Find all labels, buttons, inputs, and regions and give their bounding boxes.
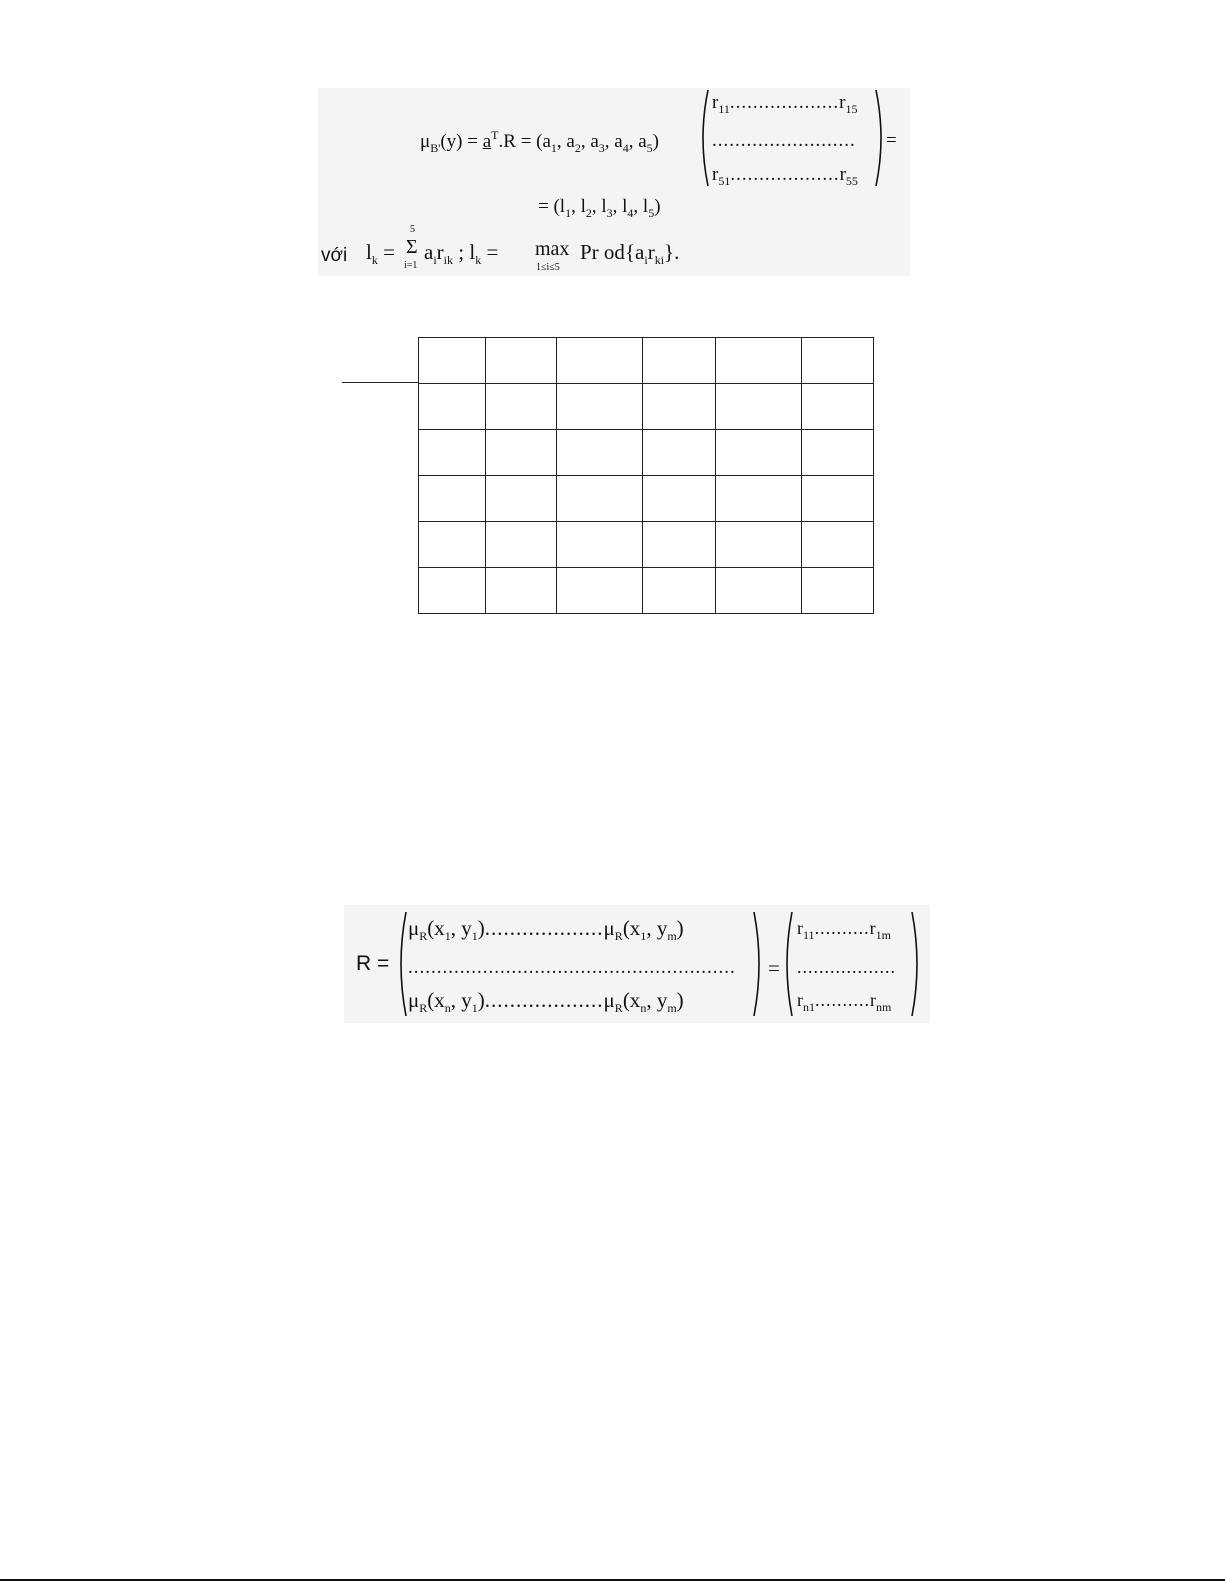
- a-sub-3: 3: [598, 141, 605, 155]
- l-sub-5: 5: [648, 206, 655, 220]
- prod-label: Pr od: [580, 240, 625, 264]
- a-sub-2: 2: [574, 141, 581, 155]
- equation-mu-b: $\mu_{B'}(y) = a^T.R = (a_1$, $a_2$, $a_3$, $a_4$, $a_5$): [420, 128, 659, 155]
- mu-subscript: B': [430, 141, 441, 155]
- relation-row1-dots: ...................: [484, 916, 604, 940]
- l-sub-2: 2: [585, 206, 592, 220]
- mu-symbol: μ: [420, 131, 431, 152]
- max-range: 1≤i≤5: [536, 262, 560, 273]
- l-vector-start: = (l: [538, 196, 566, 217]
- lk-sum-definition: $l_k$ =: [366, 240, 395, 267]
- row1-dots: ...................: [729, 92, 840, 113]
- rhs-r-symbol: r: [797, 918, 803, 938]
- relation-row3-dots: ...................: [484, 988, 604, 1012]
- r11-sub: 11: [718, 102, 730, 116]
- mu-r: μ: [408, 916, 420, 940]
- table-row: [419, 338, 874, 384]
- r-symbol: r: [712, 92, 719, 113]
- row3-dots: ...................: [730, 164, 840, 185]
- rhs-row-3: $r_{n1}..........r_{nm}$: [797, 990, 892, 1014]
- sum-body: $a_ir_{ik}$ ; $l_k$ =: [424, 240, 499, 267]
- l-sub-4: 4: [627, 206, 634, 220]
- lhs-rest: (y) =: [440, 131, 483, 152]
- table-row: [419, 568, 874, 614]
- table-row: [419, 476, 874, 522]
- sum-lower-limit: i=1: [404, 260, 418, 271]
- prod-set: Pr $od\{a_ir_{ki}\}$.: [580, 240, 680, 267]
- r15-sub: 15: [845, 102, 858, 116]
- l-sub-1: 1: [565, 206, 572, 220]
- sum-symbol: Σ: [406, 236, 418, 258]
- relation-middle-dots: .........................................................: [408, 957, 736, 978]
- set-a: a: [635, 240, 645, 264]
- transpose-mark: T: [491, 128, 499, 142]
- lk-subscript: k: [371, 253, 378, 267]
- a-sub-1: 1: [550, 141, 557, 155]
- sum-a: a: [424, 240, 434, 264]
- x1-open: (x: [427, 916, 445, 940]
- a-sub-4: 4: [622, 141, 629, 155]
- table-row: [419, 384, 874, 430]
- relation-row-1: $\mu_R(x_1$, $y_1)...................\mu_R(x_1$, $y_m$): [408, 916, 684, 943]
- x1-open-right: (x: [622, 916, 641, 940]
- matrix-row-1: $r_{11}...................r_{15}$: [712, 92, 858, 116]
- table-row: [419, 522, 874, 568]
- r55-sub: 55: [845, 174, 858, 188]
- l-sub-3: 3: [606, 206, 613, 220]
- sum-upper-limit: 5: [410, 224, 415, 235]
- equation-mid: .R = (a: [498, 131, 551, 152]
- matrix-row-2: .........................: [712, 130, 856, 151]
- a-sub-5: 5: [646, 141, 653, 155]
- empty-table: [418, 337, 874, 614]
- rhs-row1-dots: ..........: [814, 918, 870, 938]
- relation-equals: =: [768, 956, 780, 980]
- max-operator: max: [535, 238, 570, 260]
- table-row: [419, 430, 874, 476]
- matrix-equals: =: [886, 130, 897, 151]
- matrix-row-3: $r_{51}...................r_{55}$: [712, 164, 858, 188]
- table-header-rule: [342, 382, 418, 383]
- rhs-row-1: $r_{11}..........r_{1m}$: [797, 918, 891, 942]
- equation-l-vector: = ($l_1$, $l_2$, $l_3$, $l_4$, $l_5$): [538, 196, 661, 220]
- relation-row-3: $\mu_R(x_n$, $y_1)...................\mu_R(x_n$, $y_m$): [408, 988, 684, 1015]
- rhs-row3-dots: ..........: [815, 990, 870, 1010]
- lk-symbol: l: [366, 240, 372, 264]
- a-vector: a: [482, 131, 492, 152]
- rhs-middle-dots: ..................: [797, 957, 896, 977]
- with-prefix: với: [321, 245, 348, 266]
- mu-r-sub: R: [419, 929, 428, 943]
- r51-sub: 51: [718, 174, 731, 188]
- page-bottom-rule: [0, 1579, 1225, 1581]
- r-equals: R =: [356, 952, 390, 975]
- period: .: [674, 240, 680, 264]
